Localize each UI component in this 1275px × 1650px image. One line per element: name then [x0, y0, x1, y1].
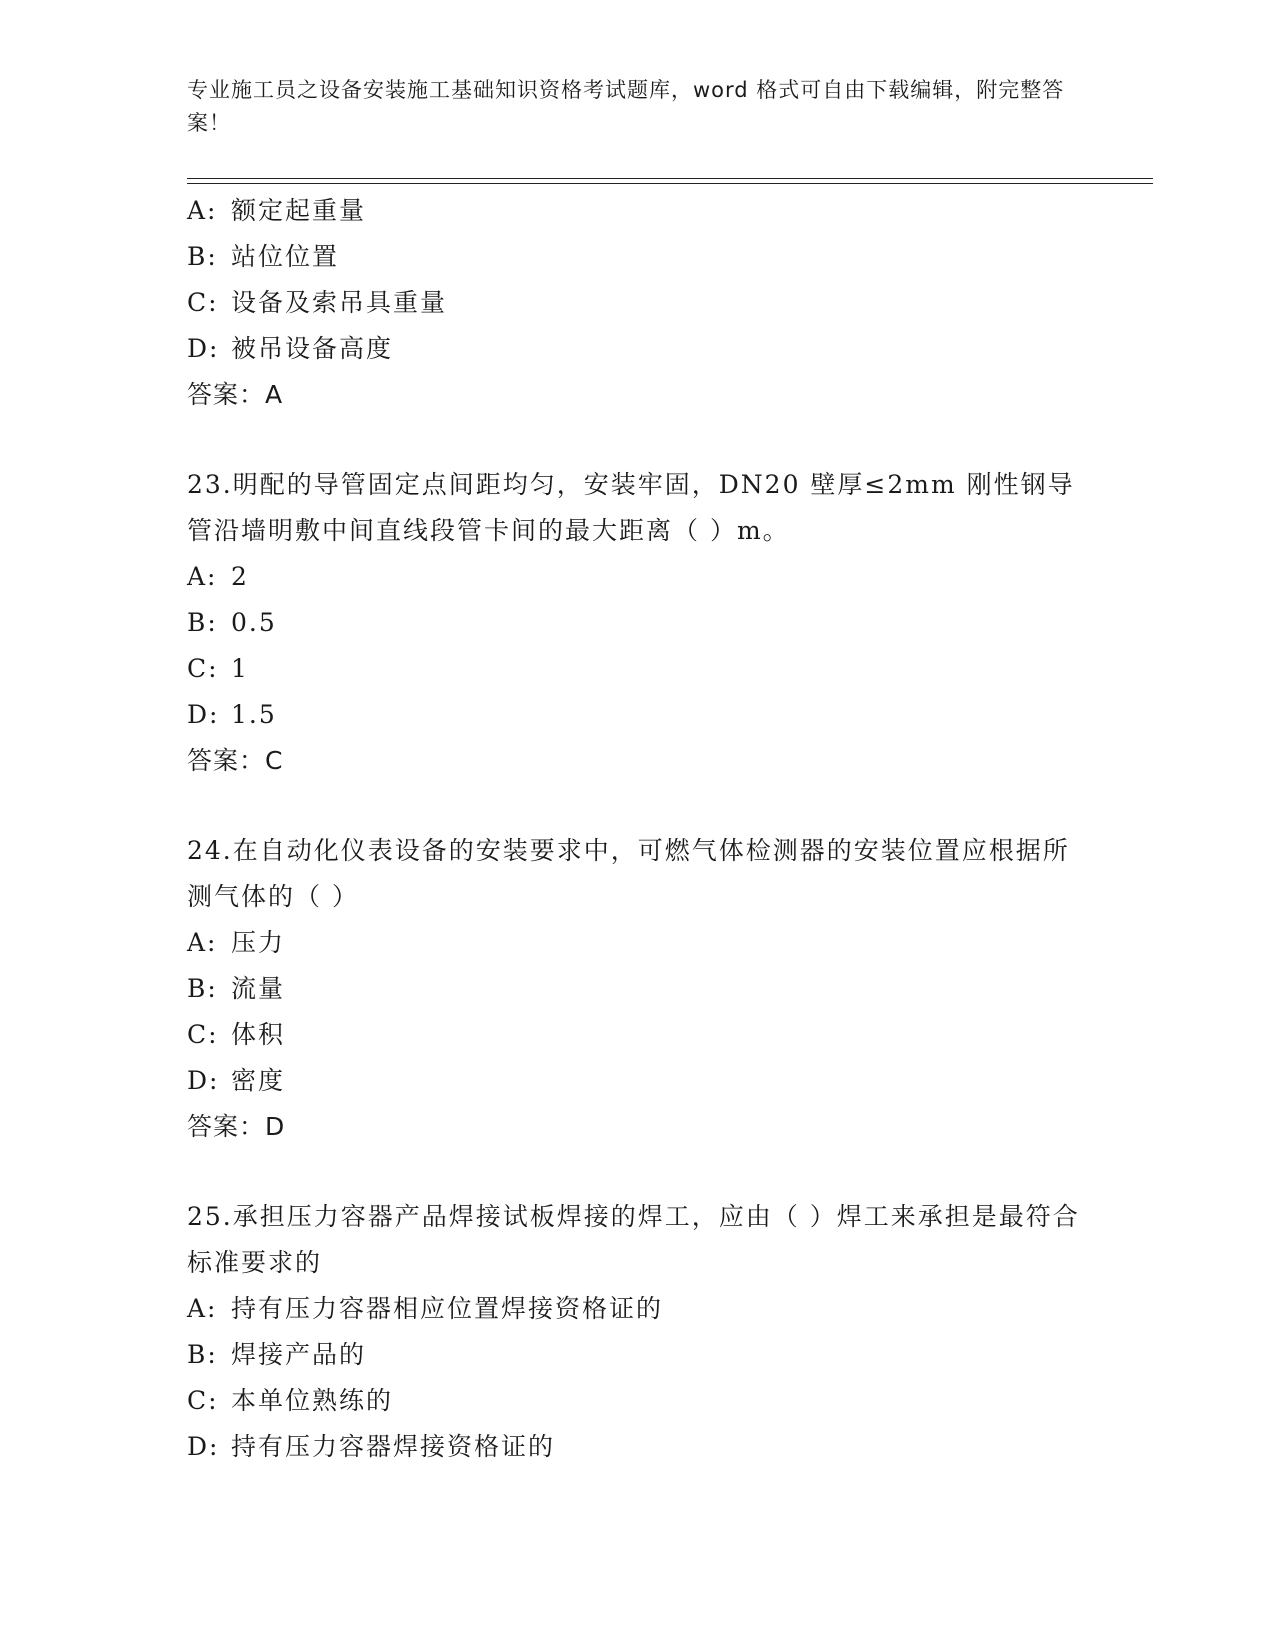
option-key: D: [187, 1432, 220, 1461]
option-key: B: [187, 608, 218, 637]
question-stem: 24.在自动化仪表设备的安装要求中，可燃气体检测器的安装位置应根据所测气体的（ ） [187, 836, 1070, 911]
option-text: 站位位置 [231, 242, 340, 271]
option-key: C: [187, 1386, 219, 1415]
option-d [187, 692, 1087, 738]
option-b [187, 600, 1087, 646]
option-text: 额定起重量 [231, 196, 367, 225]
option-c [187, 1012, 1087, 1058]
option-key: A: [187, 196, 218, 225]
spacer [187, 784, 1087, 828]
option-d [187, 326, 1087, 372]
option-b [187, 1332, 1087, 1378]
option-text: 密度 [231, 1066, 286, 1095]
option-key: D: [187, 700, 220, 729]
option-key: C: [187, 654, 219, 683]
option-a [187, 1286, 1087, 1332]
answer-line: 答案：A [187, 380, 284, 409]
document-header: 专业施工员之设备安装施工基础知识资格考试题库，word 格式可自由下载编辑，附完整答案！ [187, 78, 1065, 135]
answer-line: 答案：C [187, 746, 284, 775]
option-a [187, 188, 1087, 234]
option-a [187, 920, 1087, 966]
option-b [187, 966, 1087, 1012]
exam-content [187, 188, 1087, 1470]
header-divider-top [187, 178, 1153, 179]
option-text: 持有压力容器相应位置焊接资格证的 [231, 1294, 664, 1323]
option-a [187, 554, 1087, 600]
option-key: B: [187, 974, 218, 1003]
option-b [187, 234, 1087, 280]
option-key: A: [187, 928, 218, 957]
option-text: 0.5 [231, 608, 277, 637]
option-key: A: [187, 1294, 218, 1323]
option-d [187, 1424, 1087, 1470]
option-key: D: [187, 334, 220, 363]
option-key: B: [187, 242, 218, 271]
option-key: A: [187, 562, 218, 591]
option-c [187, 280, 1087, 326]
question-stem: 25.承担压力容器产品焊接试板焊接的焊工，应由（ ）焊工来承担是最符合标准要求的 [187, 1202, 1080, 1277]
option-text: 2 [231, 562, 249, 591]
option-text: 1.5 [231, 700, 277, 729]
option-text: 压力 [231, 928, 286, 957]
option-text: 体积 [231, 1020, 286, 1049]
header-divider-bottom [187, 183, 1153, 184]
option-c [187, 1378, 1087, 1424]
option-key: C: [187, 1020, 219, 1049]
option-text: 设备及索吊具重量 [231, 288, 448, 317]
option-key: B: [187, 1340, 218, 1369]
answer-line: 答案：D [187, 1112, 286, 1141]
spacer [187, 1150, 1087, 1194]
option-key: C: [187, 288, 219, 317]
option-text: 本单位熟练的 [231, 1386, 394, 1415]
option-text: 流量 [231, 974, 286, 1003]
spacer [187, 418, 1087, 462]
option-d [187, 1058, 1087, 1104]
option-text: 持有压力容器焊接资格证的 [231, 1432, 556, 1461]
option-c [187, 646, 1087, 692]
option-text: 被吊设备高度 [231, 334, 394, 363]
question-stem: 23.明配的导管固定点间距均匀，安装牢固，DN20 壁厚≤2mm 刚性钢导管沿墙明敷中间直线段管卡间的最大距离（ ）m。 [187, 470, 1075, 545]
option-text: 1 [231, 654, 249, 683]
option-text: 焊接产品的 [231, 1340, 367, 1369]
option-key: D: [187, 1066, 220, 1095]
